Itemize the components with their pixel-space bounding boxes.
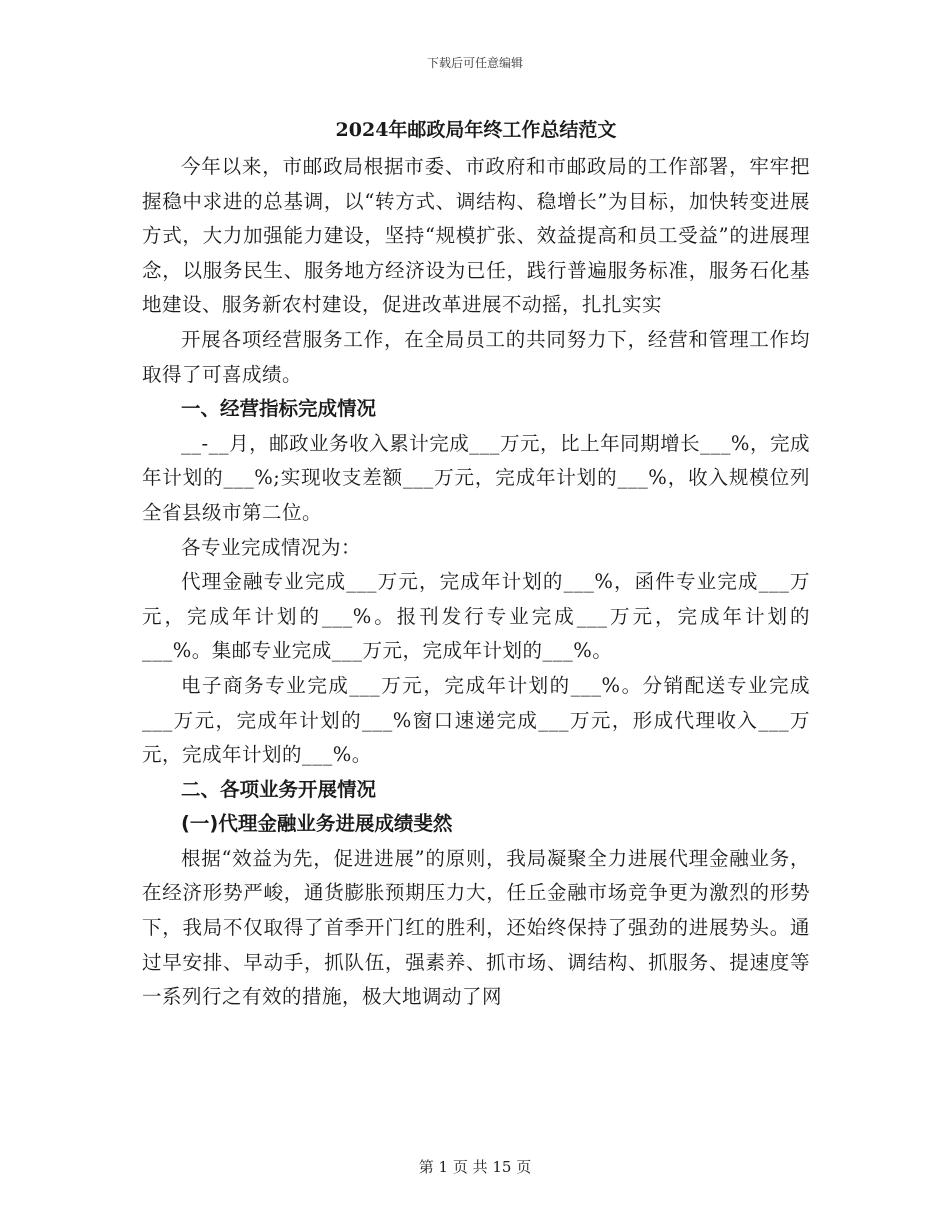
paragraph-finance: 根据“效益为先，促进进展”的原则，我局凝聚全力进展代理金融业务，在经济形势严峻，通货膨胀预期压力大，任丘金融市场竞争更为激烈的形势下，我局不仅取得了首季开门红的胜利，还始终保持了强劲的进展势头。通过早安排、早动手，抓队伍，强素养、抓市场、调结构、抓服务、提速度等一系列行之有效的措施，极大地调动了网 (142, 846, 810, 1009)
paragraph-specialties-1: 代理金融专业完成___万元，完成年计划的___%，函件专业完成___万元，完成年计划的___%。报刊发行专业完成___万元，完成年计划的___%。集邮专业完成___万元，完成年计划的___%。 (142, 570, 810, 663)
document-body (142, 110, 810, 1015)
section-heading-1: 一、经营指标完成情况 (181, 397, 377, 421)
section-heading-2: 二、各项业务开展情况 (181, 777, 377, 801)
paragraph-indicators: __-__月，邮政业务收入累计完成___万元，比上年同期增长___%，完成年计划的___%;实现收支差额___万元，完成年计划的___%，收入规模位列全省县级市第二位。 (142, 431, 810, 524)
document-title: 2024年邮政局年终工作总结范文 (335, 119, 617, 141)
paragraph-specialties-2: 电子商务专业完成___万元，完成年计划的___%。分销配送专业完成___万元，完成年计划的___%窗口速递完成___万元，形成代理收入___万元，完成年计划的___%。 (142, 673, 810, 767)
paragraph-specialties-intro: 各专业完成情况为： (181, 535, 362, 559)
paragraph-intro-2: 开展各项经营服务工作，在全局员工的共同努力下，经营和管理工作均取得了可喜成绩。 (142, 327, 810, 386)
subsection-heading-1: (一)代理金融业务进展成绩斐然 (181, 812, 453, 836)
page-number: 第 1 页 共 15 页 (418, 1158, 532, 1176)
paragraph-intro: 今年以来，市邮政局根据市委、市政府和市邮政局的工作部署，牢牢把握稳中求进的总基调，以“转方式、调结构、稳增长”为目标，加快转变进展方式，大力加强能力建设，坚持“规模扩张、效益提高和员工受益”的进展理念，以服务民生、服务地方经济设为已任，践行普遍服务标准，服务石化基地建设、服务新农村建设，促进改革进展不动摇，扎扎实实 (142, 155, 810, 317)
page-header-note: 下载后可任意编辑 (426, 56, 523, 70)
